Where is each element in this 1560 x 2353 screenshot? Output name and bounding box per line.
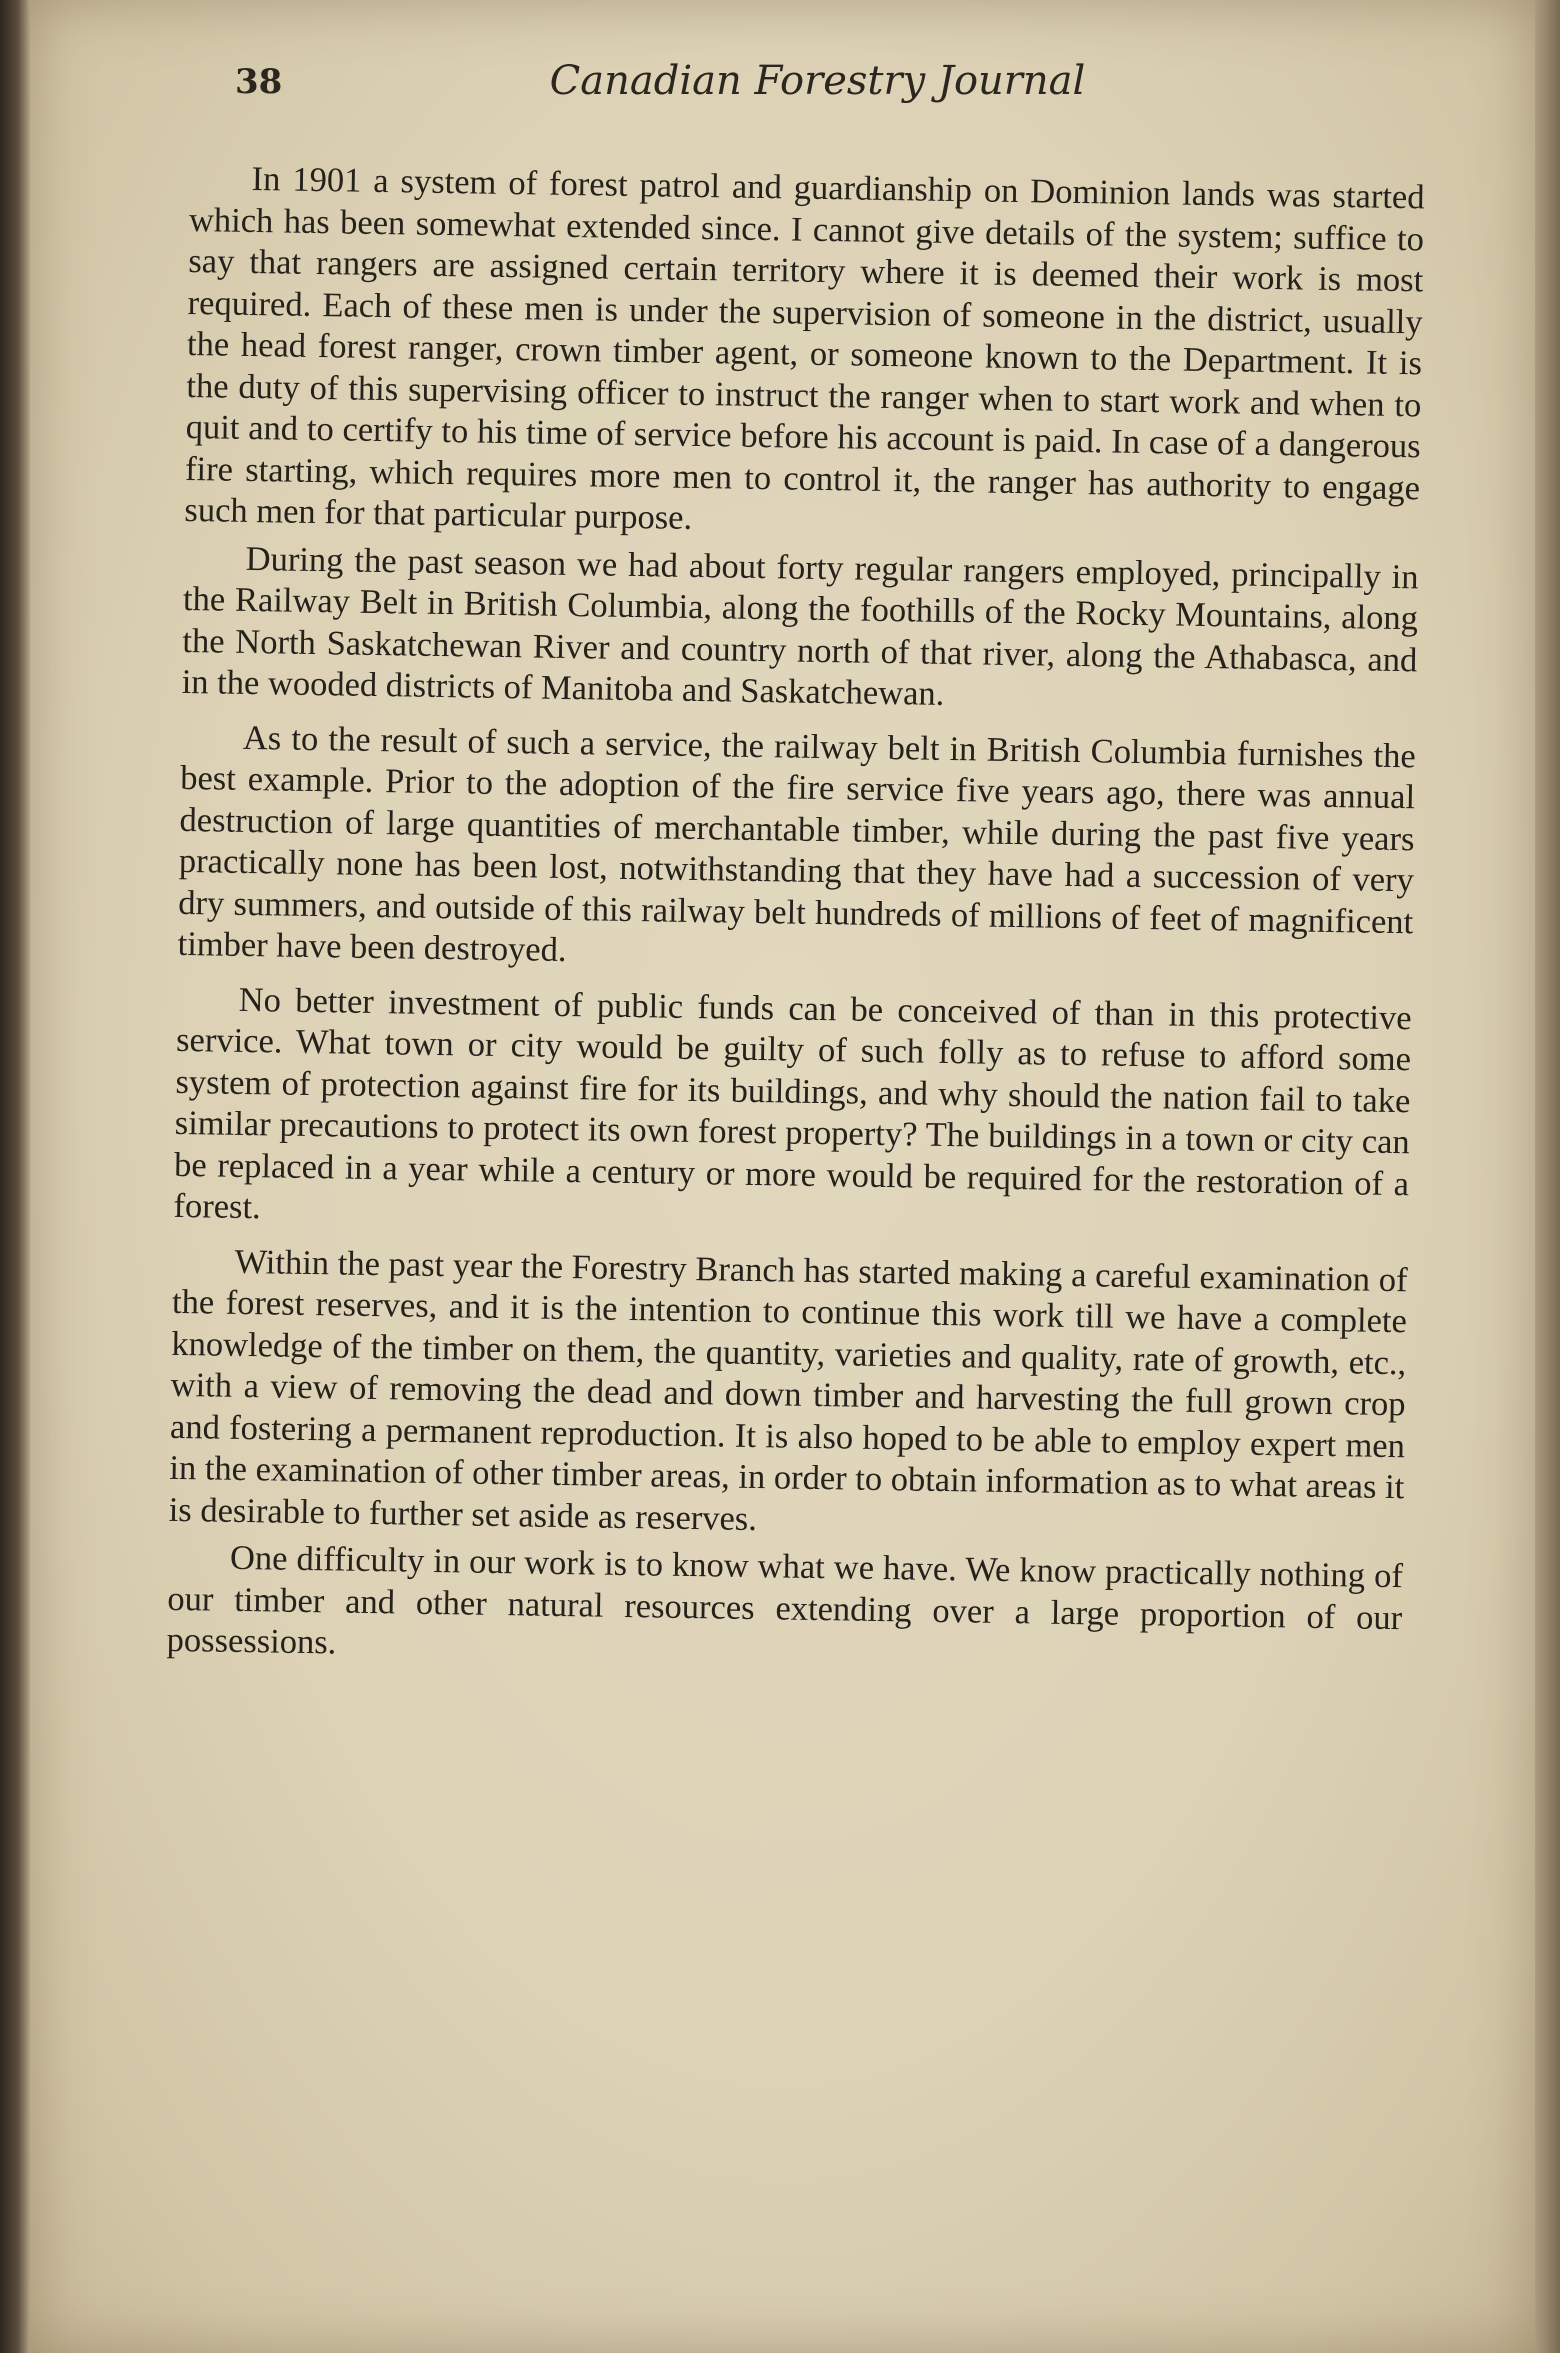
paragraph-public-investment: No better investment of public funds can be conceived of than in this protective service. What town or city would be guilty of such folly as to refuse to afford some system of protection against fire for its buildings, and why should the nation fail to take similar precautions to protect its own forest property? The buildings in a town or city can be replaced in a year while a century or more would be required for the restoration of a forest. bbox=[173, 980, 1412, 1227]
paragraph-natural-resources: One difficulty in our work is to know what we have. We know practically nothing of our timber and other natural resources extending over a large proportion of our possessions. bbox=[166, 1538, 1404, 1662]
article-body bbox=[166, 158, 1425, 1694]
paragraph-rangers-employed: During the past season we had about forty regular rangers employed, principally in the Railway Belt in British Columbia, along the foothills of the Rocky Mountains, along the North Saskatchewan River and country north of that river, along the Athabasca, and in the wooded districts of Manitoba and Saskatchewan. bbox=[181, 539, 1419, 713]
paragraph-forest-reserves-examination: Within the past year the Forestry Branch has started making a careful examination of the forest reserves, and it is the intention to continue this work till we have a complete knowledge of the timber on them, the quantity, varieties and quality, rate of growth, etc., with a view of removing the dead and down timber and harvesting the full grown crop and fostering a permanent reproduction. It is also hoped to be able to employ expert men in the examination of other timber areas, in order to obtain information as to what areas it is desirable to further set aside as reserves. bbox=[168, 1242, 1408, 1538]
book-page bbox=[30, 0, 1535, 2353]
paragraph-forest-patrol: In 1901 a system of forest patrol and guardianship on Dominion lands was started which has been somewhat extended since. I cannot give details of the system; suffice to say that rangers are assigned certain territory where it is deemed their work is most required. Each of these men is under the supervision of someone in the district, usually the head forest ranger, crown timber agent, or someone known to the Department. It is the duty of this supervising officer to instruct the ranger when to start work and when to quit and to certify to his time of service before his account is paid. In case of a dangerous fire starting, which requires more men to control it, the ranger has authority to engage such men for that particular purpose. bbox=[184, 159, 1425, 537]
paragraph-railway-belt-result: As to the result of such a service, the railway belt in British Columbia furnishes the best example. Prior to the adoption of the fire service five years ago, there was annual destruction of large quantities of merchantable timber, while during the past five years practically none has been lost, notwithstanding that they have had a succession of very dry summers, and outside of this railway belt hundreds of millions of feet of magnificent timber have been destroyed. bbox=[177, 718, 1417, 970]
running-head-journal-title: Canadian Forestry Journal bbox=[549, 58, 1086, 104]
page-number: 38 bbox=[235, 62, 283, 102]
